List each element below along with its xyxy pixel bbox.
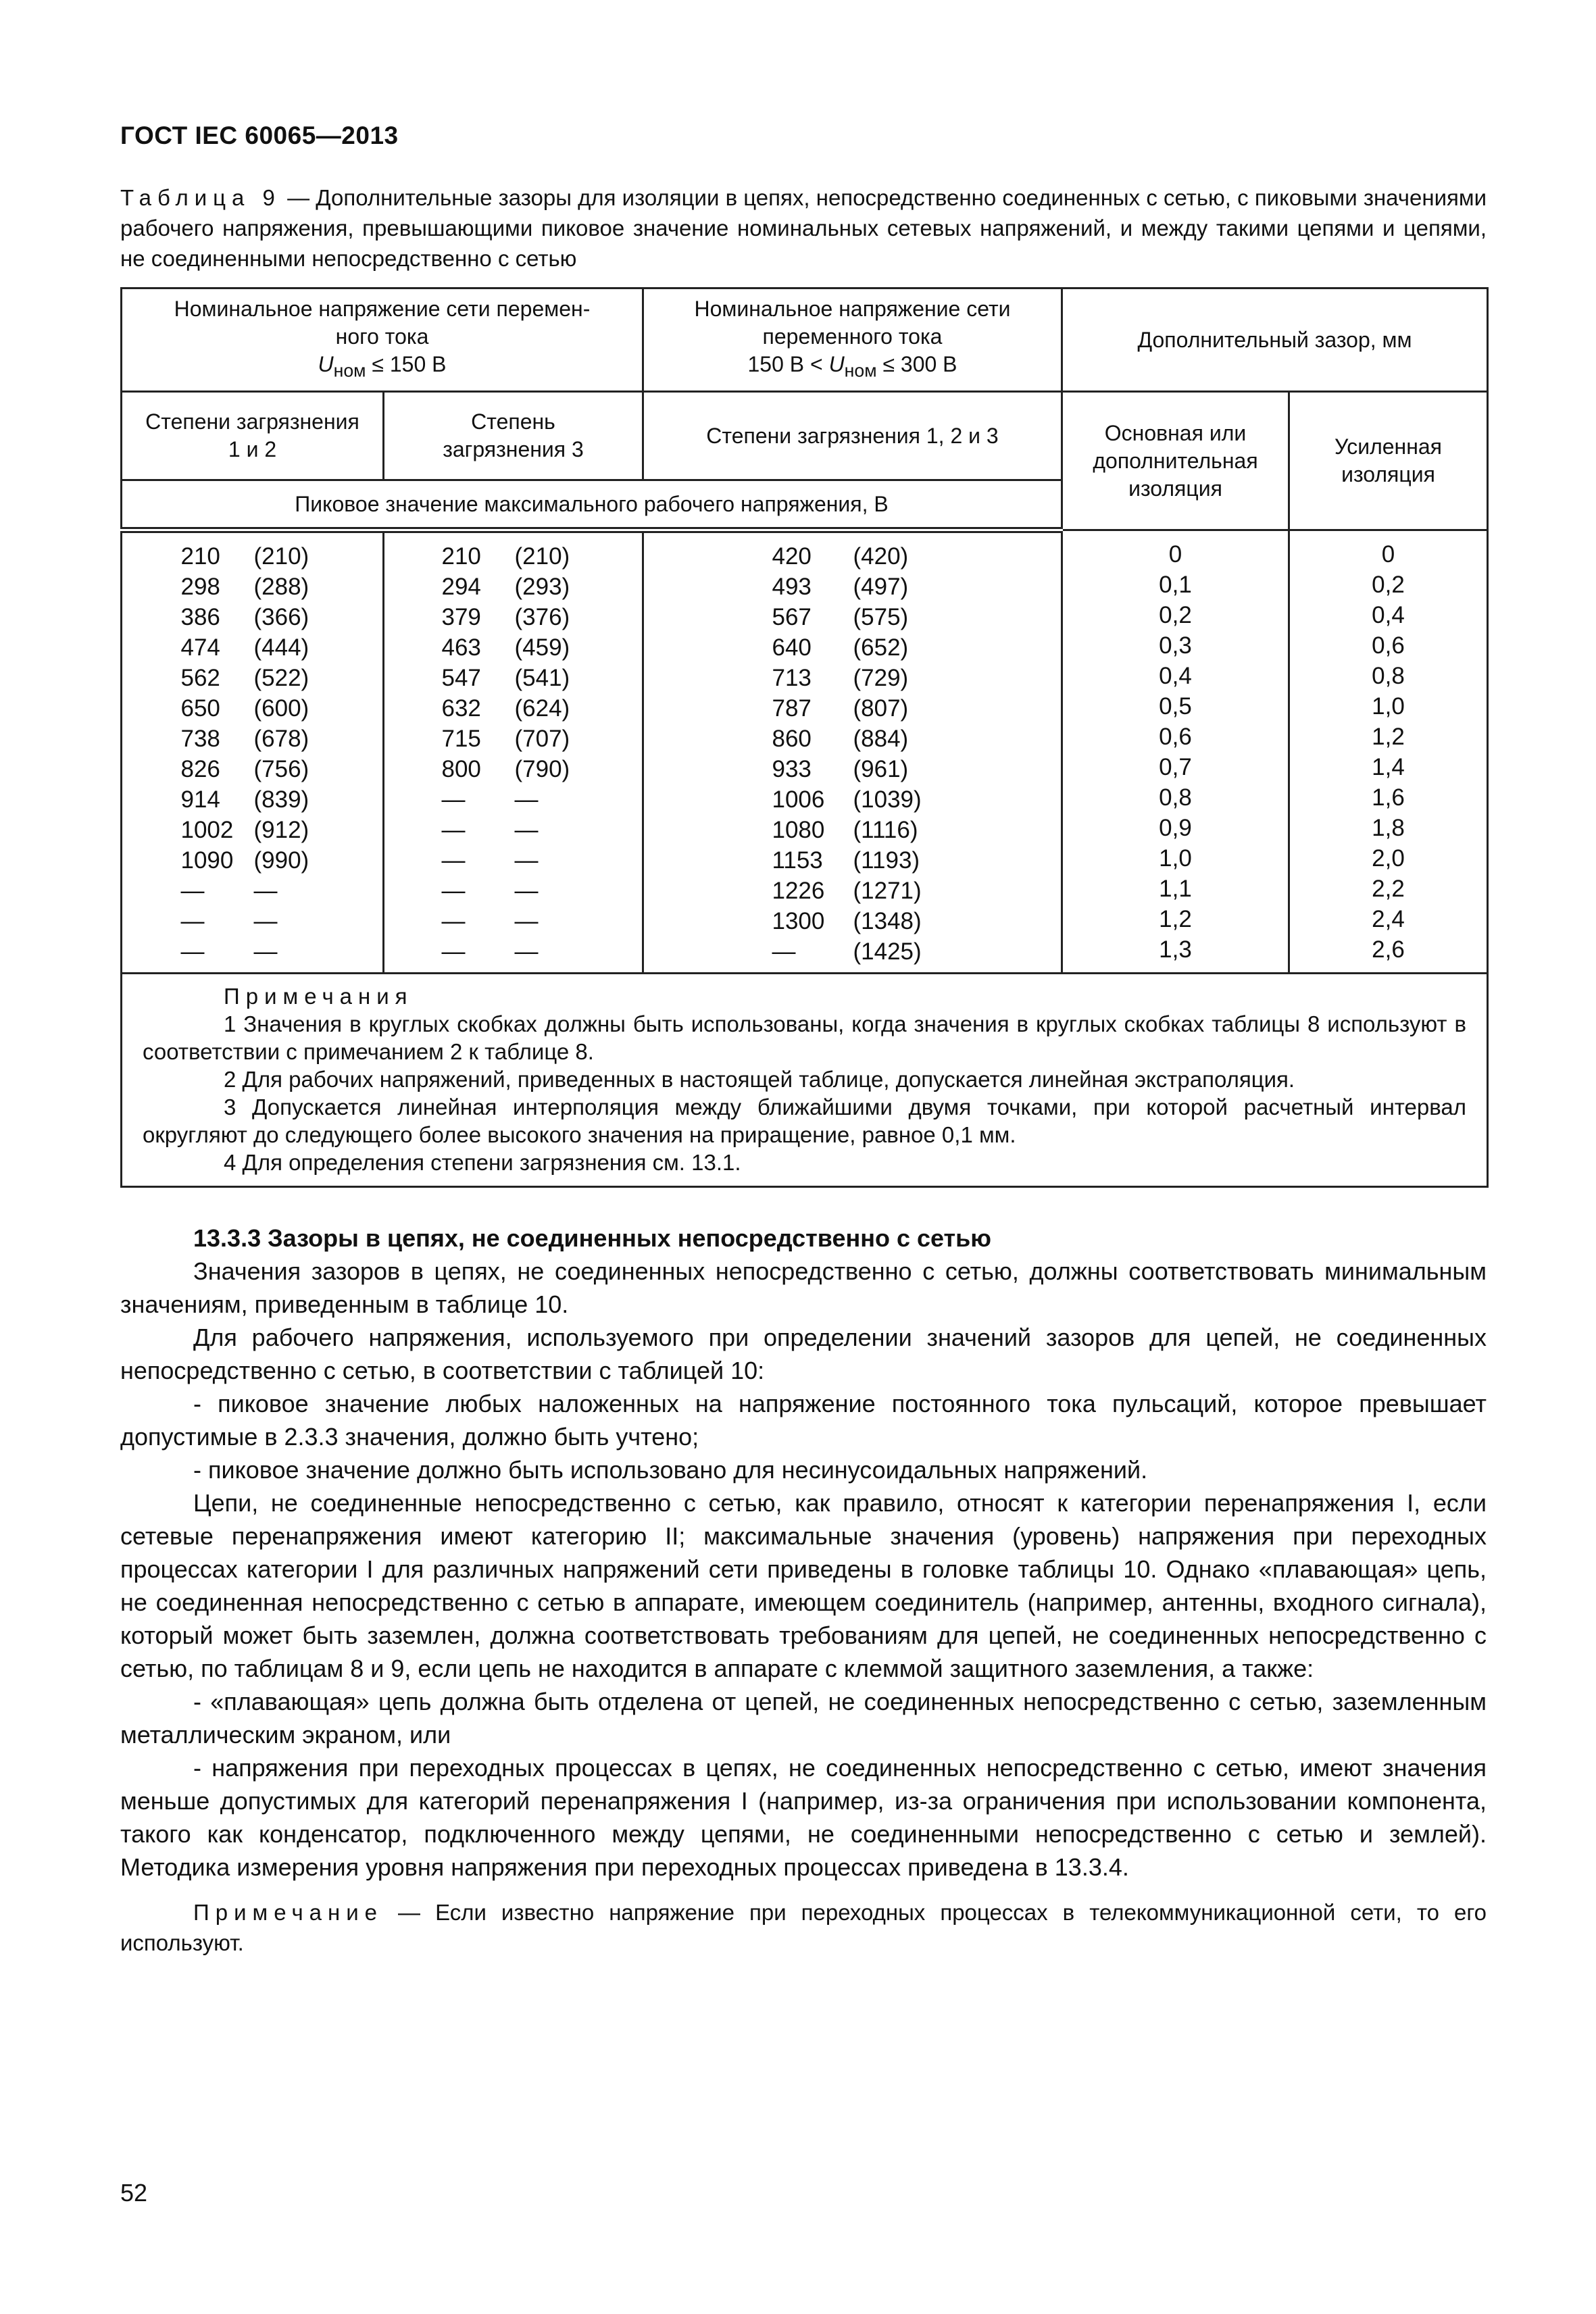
table-value: 1,8 xyxy=(1372,815,1405,841)
value-main: 294 xyxy=(441,574,481,600)
value-main: 298 xyxy=(180,574,220,600)
value-main: 715 xyxy=(441,726,481,752)
notes-title: Примечания xyxy=(224,984,414,1009)
value-main: 210 xyxy=(180,543,220,570)
value-paren: (522) xyxy=(253,665,309,691)
value-main: 1300 xyxy=(772,908,825,934)
value-main: 547 xyxy=(441,665,481,691)
value-paren: (790) xyxy=(514,756,570,782)
table-value: 2,4 xyxy=(1372,906,1405,932)
document-header: ГОСТ IEC 60065—2013 xyxy=(120,122,399,149)
table-value-row xyxy=(129,906,376,936)
value-paren: (575) xyxy=(853,604,909,630)
table-value: 0,6 xyxy=(1159,724,1192,750)
value-main: 1090 xyxy=(180,847,234,874)
header-additional-clearance: Дополнительный зазор, мм xyxy=(1062,288,1488,392)
value-main: 1002 xyxy=(180,817,234,843)
paragraph: Значения зазоров в цепях, не соединенных непосредственно с сетью, должны соответствовать минимальным значениям, приведенным в таблице 10. xyxy=(120,1257,1487,1318)
table-notes-row xyxy=(122,974,1488,1187)
table-value-row xyxy=(391,632,635,663)
value-main: 1080 xyxy=(772,817,825,843)
table-value: 0,4 xyxy=(1159,663,1192,689)
value-main: 738 xyxy=(180,726,220,752)
table-value: 0,2 xyxy=(1159,602,1192,628)
value-main: 713 xyxy=(772,665,812,691)
section-13-3-3 xyxy=(120,1222,1487,1958)
table-value-row xyxy=(391,936,635,967)
table-value: 1,4 xyxy=(1372,754,1405,780)
table-value: 2,2 xyxy=(1372,876,1405,902)
value-main: — xyxy=(441,878,466,904)
value-main: — xyxy=(441,786,466,813)
header-pollution-3: Степень загрязнения 3 xyxy=(384,392,643,480)
table-header-row-2 xyxy=(122,392,1488,480)
table-value-row xyxy=(651,632,1054,663)
table-value: 1,2 xyxy=(1372,724,1405,750)
col-basic-clearance xyxy=(1062,530,1289,974)
table-value-row xyxy=(651,936,1054,967)
value-main: 420 xyxy=(772,543,812,570)
value-main: 800 xyxy=(441,756,481,782)
value-paren: (1116) xyxy=(853,817,918,843)
final-note-text: — Если известно напряжение при переходных процессах в телекоммуникационной сети, то его используют. xyxy=(120,1900,1487,1955)
table-value: 0,7 xyxy=(1159,754,1192,780)
value-paren: (1193) xyxy=(853,847,920,874)
table-value-row xyxy=(391,784,635,815)
value-paren: — xyxy=(253,938,278,965)
value-main: — xyxy=(772,938,796,965)
value-main: 463 xyxy=(441,634,481,661)
table-value-row xyxy=(391,663,635,693)
header-mains-150: Номинальное напряжение сети перемен- ного тока $U_{ном} \le 150$ В xyxy=(122,288,643,392)
value-main: — xyxy=(441,817,466,843)
value-paren: (376) xyxy=(514,604,570,630)
value-paren: (652) xyxy=(853,634,909,661)
table-value-row xyxy=(129,572,376,602)
table-value-row xyxy=(391,754,635,784)
table-value: 0,6 xyxy=(1372,632,1405,659)
col-pollution-1-2-3 xyxy=(643,530,1062,974)
value-paren: (1425) xyxy=(853,938,922,965)
value-main: 650 xyxy=(180,695,220,722)
value-paren: (444) xyxy=(253,634,309,661)
paragraph: - напряжения при переходных процессах в цепях, не соединенных непосредственно с сетью, имеют значения меньше допустимых для категорий перенапряжения I (например, из-за ограничения при использовании компонента, такого как конденсатор, подключенного между цепями, не соединенными непосредственно с сетью и землей). Методика измерения уровня напряжения при переходных процессах приведена в 13.3.4. xyxy=(120,1754,1487,1881)
header-pollution-1-2-3: Степени загрязнения 1, 2 и 3 xyxy=(643,392,1062,480)
table-value-row xyxy=(651,845,1054,876)
table-header-row-1 xyxy=(122,288,1488,392)
value-main: 1226 xyxy=(772,878,825,904)
value-main: 474 xyxy=(180,634,220,661)
table-value: 1,0 xyxy=(1372,693,1405,720)
value-paren: (884) xyxy=(853,726,909,752)
table-value-row xyxy=(391,693,635,724)
table-value: 0,5 xyxy=(1159,693,1192,720)
table-value-row xyxy=(129,936,376,967)
header-mains-300: Номинальное напряжение сети переменного тока 150 $В < U_{ном} \le 300$ В xyxy=(643,288,1062,392)
table-data-row xyxy=(122,530,1488,974)
table-value-row xyxy=(651,693,1054,724)
table-value-row xyxy=(651,541,1054,572)
header-pollution-1-2: Степени загрязнения 1 и 2 xyxy=(122,392,384,480)
value-main: 826 xyxy=(180,756,220,782)
table-value-row xyxy=(129,845,376,876)
value-main: 933 xyxy=(772,756,812,782)
value-main: 787 xyxy=(772,695,812,722)
value-paren: (839) xyxy=(253,786,309,813)
value-main: 632 xyxy=(441,695,481,722)
value-paren: (961) xyxy=(853,756,909,782)
table-value: 2,0 xyxy=(1372,845,1405,872)
table-value-row xyxy=(651,876,1054,906)
value-paren: — xyxy=(514,938,539,965)
table-value-row xyxy=(129,815,376,845)
value-paren: (912) xyxy=(253,817,309,843)
table-value: 0,9 xyxy=(1159,815,1192,841)
value-main: — xyxy=(441,938,466,965)
table-value: 0,1 xyxy=(1159,572,1192,598)
value-paren: (707) xyxy=(514,726,570,752)
table-value: 0,2 xyxy=(1372,572,1405,598)
header-peak-voltage: Пиковое значение максимального рабочего напряжения, В xyxy=(122,480,1062,530)
value-main: 493 xyxy=(772,574,812,600)
value-main: 210 xyxy=(441,543,481,570)
table-value: 0,4 xyxy=(1372,602,1405,628)
value-paren: (1348) xyxy=(853,908,922,934)
value-main: 379 xyxy=(441,604,481,630)
final-note-label: Примечание xyxy=(193,1900,384,1925)
value-paren: (366) xyxy=(253,604,309,630)
value-paren: (210) xyxy=(514,543,570,570)
table-value-row xyxy=(129,693,376,724)
value-paren: (459) xyxy=(514,634,570,661)
paragraph: - пиковое значение должно быть использовано для несинусоидальных напряжений. xyxy=(193,1456,1148,1484)
final-note xyxy=(120,1897,1487,1958)
value-paren: (293) xyxy=(514,574,570,600)
table-value-row xyxy=(129,724,376,754)
table-value-row xyxy=(651,602,1054,632)
value-paren: (1271) xyxy=(853,878,922,904)
table-value-row xyxy=(651,815,1054,845)
value-paren: (756) xyxy=(253,756,309,782)
value-paren: — xyxy=(253,908,278,934)
value-paren: (600) xyxy=(253,695,309,722)
col-reinforced-clearance xyxy=(1289,530,1488,974)
value-main: — xyxy=(441,847,466,874)
value-main: 562 xyxy=(180,665,220,691)
value-paren: — xyxy=(514,847,539,874)
table-value-row xyxy=(391,815,635,845)
table-value: 1,3 xyxy=(1159,936,1192,963)
table-value-row xyxy=(129,602,376,632)
table-caption-label: Таблица 9 xyxy=(120,185,281,210)
value-main: 567 xyxy=(772,604,812,630)
header-basic-insulation: Основная или дополнительная изоляция xyxy=(1062,392,1289,530)
value-paren: (1039) xyxy=(853,786,922,813)
table-value-row xyxy=(391,602,635,632)
table-value-row xyxy=(129,754,376,784)
table-value-row xyxy=(651,754,1054,784)
value-main: 914 xyxy=(180,786,220,813)
note-2: 2 Для рабочих напряжений, приведенных в настоящей таблице, допускается линейная экстраполяция. xyxy=(224,1067,1295,1092)
paragraph: - «плавающая» цепь должна быть отделена от цепей, не соединенных непосредственно с сетью, заземленным металлическим экраном, или xyxy=(120,1688,1487,1749)
table-value: 1,1 xyxy=(1159,876,1192,902)
table-value-row xyxy=(391,845,635,876)
value-main: — xyxy=(441,908,466,934)
value-paren: (678) xyxy=(253,726,309,752)
table-value-row xyxy=(129,541,376,572)
note-4: 4 Для определения степени загрязнения см. 13.1. xyxy=(224,1150,741,1175)
table-value: 1,2 xyxy=(1159,906,1192,932)
value-main: 1153 xyxy=(772,847,823,874)
value-paren: (807) xyxy=(853,695,909,722)
value-paren: — xyxy=(253,878,278,904)
table-value-row xyxy=(651,724,1054,754)
section-title: 13.3.3 Зазоры в цепях, не соединенных непосредственно с сетью xyxy=(193,1224,992,1252)
table-value-row xyxy=(129,784,376,815)
col-pollution-3 xyxy=(384,530,643,974)
col-pollution-1-2 xyxy=(122,530,384,974)
value-main: 1006 xyxy=(772,786,825,813)
table-value: 0,8 xyxy=(1372,663,1405,689)
value-paren: (729) xyxy=(853,665,909,691)
note-3: 3 Допускается линейная интерполяция между ближайшими двумя точками, при которой расчетный интервал округляют до следующего более высокого значения на приращение, равное 0,1 мм. xyxy=(143,1095,1467,1147)
paragraph: - пиковое значение любых наложенных на напряжение постоянного тока пульсаций, которое превышает допустимые в 2.3.3 значения, должно быть учтено; xyxy=(120,1390,1487,1451)
value-paren: — xyxy=(514,908,539,934)
value-paren: (210) xyxy=(253,543,309,570)
table-value-row xyxy=(391,724,635,754)
table-value: 0,8 xyxy=(1159,784,1192,811)
table-value: 0 xyxy=(1168,541,1182,568)
value-main: 386 xyxy=(180,604,220,630)
table-value: 1,6 xyxy=(1372,784,1405,811)
table-value-row xyxy=(391,906,635,936)
table-value-row xyxy=(391,572,635,602)
table-value-row xyxy=(391,541,635,572)
table-value-row xyxy=(651,663,1054,693)
paragraph: Цепи, не соединенные непосредственно с сетью, как правило, относят к категории перенапряжения I, если сетевые перенапряжения имеют категорию II; максимальные значения (уровень) напряжения при переходных процессах категории I для различных напряжений сети приведены в головке таблицы 10. Однако «плавающая» цепь, не соединенная непосредственно с сетью в аппарате, имеющем соединитель (например, антенны, входного сигнала), который может быть заземлен, должна соответствовать требованиям для цепей, не соединенных непосредственно с сетью, по таблицам 8 и 9, если цепь не находится в аппарате с клеммой защитного заземления, а также: xyxy=(120,1489,1487,1682)
value-paren: — xyxy=(514,817,539,843)
paragraph: Для рабочего напряжения, используемого при определении значений зазоров для цепей, не соединенных непосредственно с сетью, в соответствии с таблицей 10: xyxy=(120,1324,1487,1384)
value-main: — xyxy=(180,878,205,904)
table-value-row xyxy=(651,572,1054,602)
table-value: 0,3 xyxy=(1159,632,1192,659)
table-value-row xyxy=(651,784,1054,815)
table-caption xyxy=(120,182,1487,274)
table-value-row xyxy=(651,906,1054,936)
value-paren: (990) xyxy=(253,847,309,874)
value-paren: (541) xyxy=(514,665,570,691)
table-value-row xyxy=(129,876,376,906)
value-main: 860 xyxy=(772,726,812,752)
header-reinforced-insulation: Усиленная изоляция xyxy=(1289,392,1488,530)
table-notes xyxy=(122,974,1488,1187)
note-1: 1 Значения в круглых скобках должны быть использованы, когда значения в круглых скобках таблицы 8 используют в соответствии с примечанием 2 к таблице 8. xyxy=(143,1011,1467,1064)
value-paren: — xyxy=(514,878,539,904)
value-main: — xyxy=(180,938,205,965)
table-value: 2,6 xyxy=(1372,936,1405,963)
value-main: — xyxy=(180,908,205,934)
clearance-table xyxy=(120,287,1489,1188)
value-paren: (497) xyxy=(853,574,909,600)
document-page xyxy=(120,122,1487,1958)
value-main: 640 xyxy=(772,634,812,661)
value-paren: — xyxy=(514,786,539,813)
table-value-row xyxy=(391,876,635,906)
table-value-row xyxy=(129,632,376,663)
table-value-row xyxy=(129,663,376,693)
table-caption-text: — Дополнительные зазоры для изоляции в цепях, непосредственно соединенных с сетью, с пиковыми значениями рабочего напряжения, превышающими пиковое значение номинальных сетевых напряжений, и между такими цепями и цепями, не соединенными непосредственно с сетью xyxy=(120,185,1487,271)
table-value: 0 xyxy=(1381,541,1395,568)
value-paren: (288) xyxy=(253,574,309,600)
table-value: 1,0 xyxy=(1159,845,1192,872)
value-paren: (624) xyxy=(514,695,570,722)
page-number: 52 xyxy=(120,2179,148,2207)
value-paren: (420) xyxy=(853,543,909,570)
